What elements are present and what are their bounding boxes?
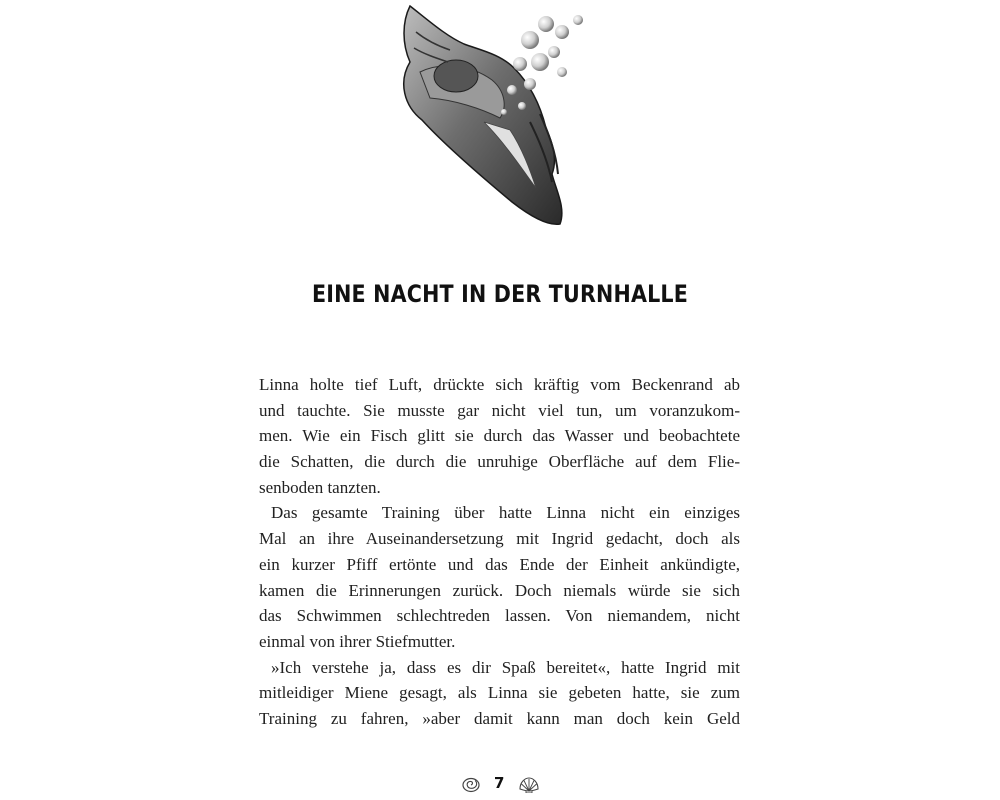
paragraph xyxy=(259,655,740,732)
text-line: Mal an ihre Auseinandersetzung mit Ingrid gedacht, doch als xyxy=(259,529,740,549)
text-line: men. Wie ein Fisch glitt sie durch das Wasser und beobachtete xyxy=(259,426,740,446)
text-line: »Ich verstehe ja, dass es dir Spaß bereitet«, hatte Ingrid mit xyxy=(271,657,740,677)
text-line: das Schwimmen schlechtreden lassen. Von niemandem, nicht xyxy=(259,606,740,626)
text-line: Training zu fahren, »aber damit kann man doch kein Geld xyxy=(259,708,740,728)
text-line: die Schatten, die durch die unruhige Oberfläche auf dem Flie- xyxy=(259,452,740,472)
paragraph xyxy=(259,500,740,654)
spiral-shell-icon xyxy=(461,777,481,793)
text-line: senboden tanzten. xyxy=(259,477,381,497)
chapter-title: EINE NACHT IN DER TURNHALLE xyxy=(311,280,689,308)
text-line: kamen die Erinnerungen zurück. Doch niemals würde sie sich xyxy=(259,580,740,600)
text-line: ein kurzer Pfiff ertönte und das Ende der Einheit ankündigte, xyxy=(259,554,740,574)
text-line: einmal von ihrer Stiefmutter. xyxy=(259,631,456,651)
paragraph xyxy=(259,372,740,500)
seashell-illustration xyxy=(380,2,605,230)
text-line: Linna holte tief Luft, drückte sich kräftig vom Beckenrand ab xyxy=(259,375,740,394)
text-line: mitleidiger Miene gesagt, als Linna sie gebeten hatte, sie zum xyxy=(259,683,740,703)
body-text xyxy=(259,372,740,732)
page-footer xyxy=(0,774,1000,798)
scallop-shell-icon xyxy=(518,777,540,793)
text-line: Das gesamte Training über hatte Linna nicht ein einziges xyxy=(271,503,740,523)
page-number: 7 xyxy=(494,774,505,792)
text-line: und tauchte. Sie musste gar nicht viel tun, um voranzukom- xyxy=(259,400,740,420)
